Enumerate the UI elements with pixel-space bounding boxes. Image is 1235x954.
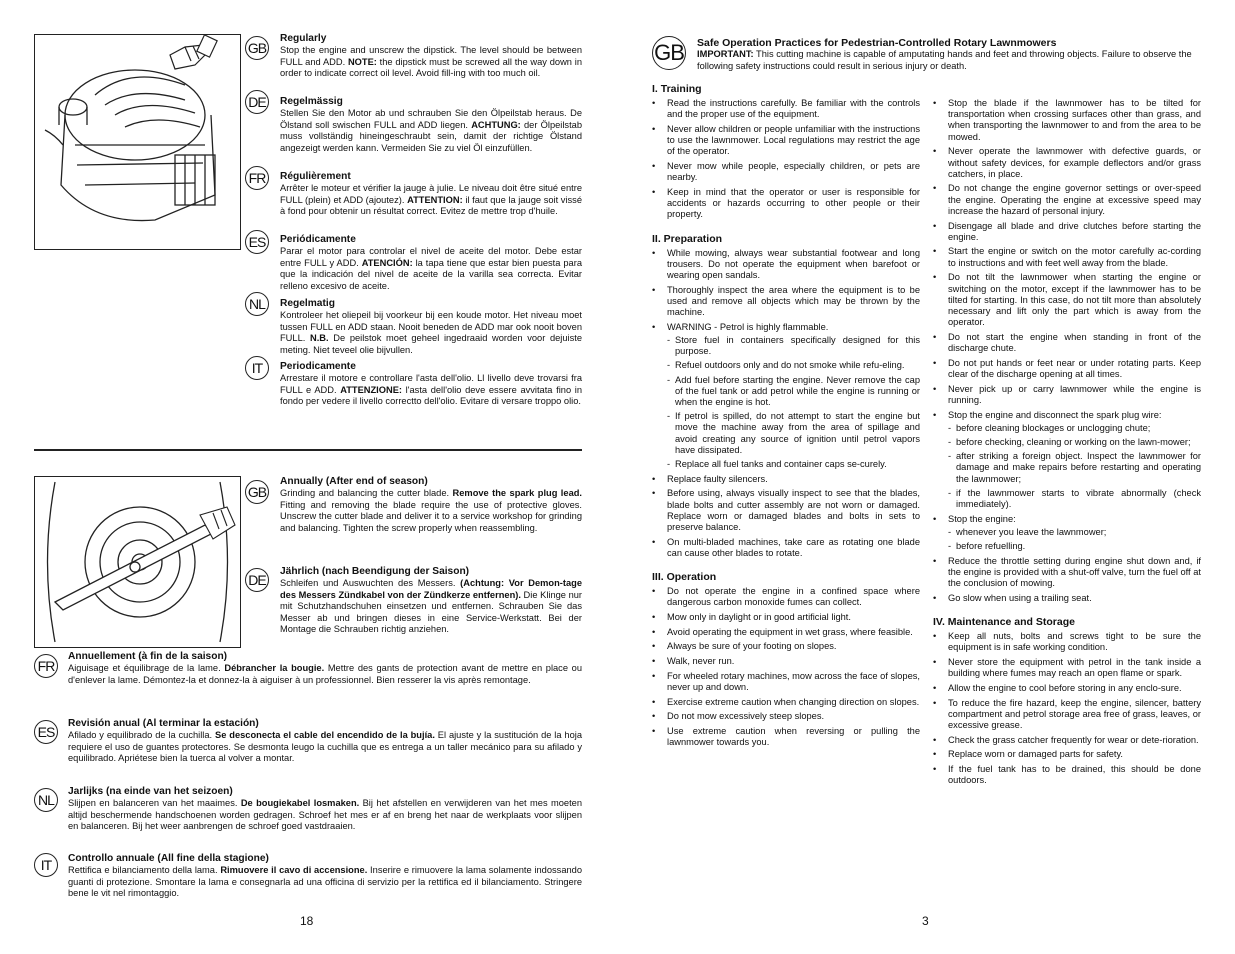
- sublist-item: - Replace all fuel tanks and container caps se-curely.: [667, 459, 920, 470]
- blade-drawing: [35, 477, 240, 647]
- section-body: Rettifica e bilanciamento della lama. Rimuovere il cavo di accensione. Inserire e rimuovere la lama solamente indossando guanti di protezione. Smontare la lama e consegnarla ad una officina di servizio per la rettifica ed il bilanciamento. Stringere bene le vit nel rimontaggio.: [68, 865, 582, 898]
- operation-list-continued: [933, 98, 1201, 604]
- sublist-item: - Add fuel before starting the engine. Never remove the cap of the fuel tank or add petrol while the engine is running or when the engine is hot.: [667, 375, 920, 409]
- list-item: • Avoid operating the equipment in wet grass, where feasible.: [652, 627, 920, 638]
- list-item: • Replace worn or damaged parts for safety.: [933, 749, 1201, 760]
- page-title: Safe Operation Practices for Pedestrian-Controlled Rotary Lawnmowers: [697, 37, 1057, 49]
- engine-drawing: [35, 35, 240, 249]
- section-title: Annually (After end of season): [280, 476, 428, 487]
- section-title: Revisión anual (Al terminar la estación): [68, 718, 259, 729]
- safety-header: [697, 37, 1197, 72]
- list-item: • Keep all nuts, bolts and screws tight to be sure the equipment is in safe working condition.: [933, 631, 1201, 653]
- annual-section-nl: [68, 786, 582, 833]
- section-title: Annuellement (à fin de la saison): [68, 651, 228, 662]
- list-item: • To reduce the fire hazard, keep the engine, silencer, battery compartment and petrol storage area free of grass, leaves, or excessive grease.: [933, 698, 1201, 732]
- annual-section-fr: [68, 651, 582, 686]
- page-number: 18: [300, 914, 314, 928]
- list-item: • If the fuel tank has to be drained, this should be done outdoors.: [933, 764, 1201, 786]
- list-item: • Do not start the engine when standing in front of the discharge chute.: [933, 332, 1201, 354]
- spark-plug-sublist: [948, 423, 1201, 510]
- sublist-item: - Refuel outdoors only and do not smoke while refu-eling.: [667, 360, 920, 371]
- list-item: • Never pick up or carry lawnmower while the engine is running.: [933, 384, 1201, 406]
- safety-column-2: [933, 98, 1201, 790]
- oil-section-fr: [280, 171, 582, 218]
- list-item: • While mowing, always wear substantial footwear and long trousers. Do not operate the equipment when barefoot or wearing open sandals.: [652, 248, 920, 282]
- flag-gb: GB: [652, 36, 686, 70]
- sublist-item: - if the lawnmower starts to vibrate abnormally (check immediately).: [948, 488, 1201, 510]
- list-item: • Thoroughly inspect the area where the equipment is to be used and remove all objects which may be thrown by the machine.: [652, 285, 920, 319]
- list-item: • On multi-bladed machines, take care as rotating one blade can cause other blades to rotate.: [652, 537, 920, 559]
- list-item: • Never operate the lawnmower with defective guards, or without safety devices, for example deflectors and/or grass catchers, in place.: [933, 146, 1201, 180]
- flag-de: DE: [245, 568, 269, 592]
- list-item: • Keep in mind that the operator or user is responsible for accidents or hazards occurring to other people or their property.: [652, 187, 920, 221]
- operation-heading: III. Operation: [652, 571, 717, 584]
- flag-fr: FR: [34, 654, 58, 678]
- sublist-item: - before refuelling.: [948, 541, 1201, 552]
- oil-section-it: [280, 361, 582, 408]
- training-list: [652, 98, 920, 221]
- flag-fr: FR: [245, 166, 269, 190]
- list-item: • Do not mow excessively steep slopes.: [652, 711, 920, 722]
- page-number: 3: [922, 914, 929, 928]
- annual-section-es: [68, 718, 582, 765]
- section-body: Afilado y equilibrado de la cuchilla. Se desconecta el cable del encendido de la bujía. El ajuste y la sustitución de la hoja requiere el uso de guantes protectores. Se desmonta leugo la cuchilla que es entrega a un taller mecánico para su afilado y equilibrado. Apriétese bien la tuerca al volver a montar.: [68, 730, 582, 763]
- list-item: • Do not put hands or feet near or under rotating parts. Keep clear of the discharge opening at all times.: [933, 358, 1201, 380]
- list-item: • Check the grass catcher frequently for wear or dete-rioration.: [933, 735, 1201, 746]
- flag-gb: GB: [245, 480, 269, 504]
- preparation-heading: II. Preparation: [652, 232, 723, 245]
- section-body: Slijpen en balanceren van het maaimes. De bougiekabel losmaken. Bij het afstellen en verwijderen van het mes moeten altijd beschermende handschoenen worden gedragen. Schroef het mes er af en breng het naar de werkplaats voor slijpen en balanceren. Bij het weer aanbrengen de schroef goed vastdraaien.: [68, 798, 583, 831]
- flag-it: IT: [34, 853, 58, 877]
- sublist-item: - Store fuel in containers specifically designed for this purpose.: [667, 335, 920, 357]
- training-heading: I. Training: [652, 83, 702, 95]
- list-item: • Use extreme caution when reversing or pulling the lawnmower towards you.: [652, 726, 920, 748]
- section-body: Schleifen und Auswuchten des Messers. (Achtung: Vor Demon-tage des Messers Zündkabel von der Zündkerze entfernen). Die Klinge nur mit Schutzhandschuhen einsetzen und entfernen. Schrauben Sie das Messer ab und bringen dieses in eine Service-Werkstatt. Bei der Montage die Schrauben richtig anziehen.: [280, 578, 583, 634]
- list-item: • Do not tilt the lawnmower when starting the engine or switching on the motor, except if the lawnmower has to be tilted for starting. In this case, do not tilt more than absolutely necessary and lift only the part which is away from the operator.: [933, 272, 1201, 328]
- list-item: • Do not operate the engine in a confined space where dangerous carbon monoxide fumes can collect.: [652, 586, 920, 608]
- list-item: • Replace faulty silencers.: [652, 474, 920, 485]
- section-title: Régulièrement: [280, 171, 351, 182]
- list-item: • For wheeled rotary machines, mow across the face of slopes, never up and down.: [652, 671, 920, 693]
- operation-list: [652, 586, 920, 748]
- list-item: • Do not change the engine governor settings or over-speed the engine. Operating the engine at excessive speed may increase the hazard of personal injury.: [933, 183, 1201, 217]
- blade-illustration: [34, 476, 241, 648]
- section-body: Stop the engine and unscrew the dipstick. The level should be between FULL and ADD. NOTE: the dipstick must be screwed all the way down in order to indicate correct oil level. Avoid fill-ing with too much oil.: [280, 45, 582, 78]
- list-item: • WARNING - Petrol is highly flammable. - Store fuel in containers specifically designed for this purpose. - Refuel outdoors only and do not smoke while refu-eling. - Add fuel before starting the engine. Never remove the cap of the fuel tank or add petrol while the engine is running or when the engine is hot. - If petrol is spilled, do not attempt to start the engine but move the machine away from the area of spillage and avoid creating any source of ignition until petrol vapors have dissipated. - Replace all fuel tanks and container caps se-curely.: [652, 322, 920, 470]
- section-title: Regularly: [280, 33, 327, 44]
- flag-nl: NL: [245, 292, 269, 316]
- section-body: Arrestare il motore e controllare l'asta dell'olio. Ll livello deve trovarsi fra FULL e ADD. ATTENZIONE: l'asta dell'olio deve essere avvitata fino in fondo per vedere il livello correctto dell'olio. Evitare di versare troppo olio.: [280, 373, 582, 406]
- section-body: Parar el motor para controlar el nivel de aceite del motor. Debe estar entre FULL y ADD. ATENCIÓN: la tapa tiene que estar bien puesta para que la indicación del nivel de aceite de la varilla sea correcta. Evitar relleno excesivo de aceite.: [280, 246, 582, 291]
- list-item: • Never store the equipment with petrol in the tank inside a building where fumes may reach an open flame or spark.: [933, 657, 1201, 679]
- flag-it: IT: [245, 356, 269, 380]
- sublist-item: - before checking, cleaning or working on the lawn-mower;: [948, 437, 1201, 448]
- oil-section-es: [280, 234, 582, 292]
- engine-illustration: [34, 34, 241, 250]
- list-item: • Start the engine or switch on the motor carefully ac-cording to instructions and with feet well away from the blade.: [933, 246, 1201, 268]
- section-body: Arrêter le moteur et vérifier la jauge à julie. Le niveau doit être situé entre FULL (plein) et ADD (ajoutez). ATTENTION: il faut que la jauge soit vissé à fond pour obtenir un résultat correct. Evitez de mettre trop d'huile.: [280, 183, 582, 216]
- list-item: • Exercise extreme caution when changing direction on slopes.: [652, 697, 920, 708]
- section-title: Regelmässig: [280, 96, 343, 107]
- annual-section-gb: [280, 476, 582, 534]
- oil-section-gb: [280, 33, 582, 80]
- section-body: Kontroleer het oliepeil bij voorkeur bij een koude motor. Het niveau moet tussen FULL en ADD staan. Nooit beneden de ADD mar ook nooit boven FULL. N.B. De peilstok moet geheel ingedraaid worden voor dejuiste meting. Niet teveel olie bijvullen.: [280, 310, 583, 355]
- preparation-list: [652, 248, 920, 560]
- list-item: • Never allow children or people unfamiliar with the instructions to use the lawnmower. Local regulations may restrict the age of the operator.: [652, 124, 920, 158]
- flag-nl: NL: [34, 788, 58, 812]
- section-title: Periódicamente: [280, 234, 356, 245]
- section-divider: [34, 449, 582, 451]
- oil-section-de: [280, 96, 582, 154]
- sublist-item: - before cleaning blockages or unclogging chute;: [948, 423, 1201, 434]
- list-item: • Read the instructions carefully. Be familiar with the controls and the proper use of the equipment.: [652, 98, 920, 120]
- oil-section-nl: [280, 298, 582, 356]
- maintenance-list: [933, 631, 1201, 786]
- sublist-item: - whenever you leave the lawnmower;: [948, 527, 1201, 538]
- list-item: • Go slow when using a trailing seat.: [933, 593, 1201, 604]
- flag-es: ES: [245, 230, 269, 254]
- list-item: • Mow only in daylight or in good artificial light.: [652, 612, 920, 623]
- section-body: Stellen Sie den Motor ab und schrauben Sie den Ölpeilstab heraus. De Ölstand soll swischen FULL and ADD liegen. ACHTUNG: der Ölpeilstab muss vollständig hineingeschraubt sein, damit der richtige Ölstand angezeigt werden kann. Vermeiden Sie zu viel Öl einzufüllen.: [280, 108, 583, 153]
- sublist-item: - after striking a foreign object. Inspect the lawnmower for damage and make repairs before restarting and operating the lawnmower;: [948, 451, 1201, 485]
- section-title: Controllo annuale (All fine della stagione): [68, 853, 269, 864]
- warning-sublist: [667, 335, 920, 470]
- list-item: • Reduce the throttle setting during engine shut down and, if the engine is provided with a shut-off valve, turn the fuel off at the conclusion of mowing.: [933, 556, 1201, 590]
- important-notice: IMPORTANT: This cutting machine is capable of amputating hands and feet and throwing objects. Failure to observe the following safety instructions could result in serious injury or death.: [697, 49, 1192, 71]
- list-item: • Stop the engine: - whenever you leave the lawnmower; - before refuelling.: [933, 514, 1201, 553]
- section-body: Grinding and balancing the cutter blade. Remove the spark plug lead. Fitting and removing the blade require the use of protective gloves. Unscrew the cutter blade and deliver it to a service workshop for grinding and balancing. Tighten the screw properly when reassembling.: [280, 488, 582, 533]
- list-item: • Stop the blade if the lawnmower has to be tilted for transportation when crossing surfaces other than grass, and when transporting the lawnmower to and from the area to be mowed.: [933, 98, 1201, 143]
- section-title: Jarlijks (na einde van het seizoen): [68, 786, 233, 797]
- list-item: • Walk, never run.: [652, 656, 920, 667]
- flag-de: DE: [245, 90, 269, 114]
- list-item: • Always be sure of your footing on slopes.: [652, 641, 920, 652]
- flag-es: ES: [34, 720, 58, 744]
- annual-section-it: [68, 853, 582, 900]
- flag-gb: GB: [245, 36, 269, 60]
- maintenance-heading: IV. Maintenance and Storage: [933, 616, 1075, 629]
- annual-section-de: [280, 566, 582, 636]
- list-item: • Stop the engine and disconnect the spark plug wire: - before cleaning blockages or unclogging chute; - before checking, cleaning or working on the lawn-mower; - after striking a foreign object. Inspect the lawnmower for damage and make repairs before restarting and operating the lawnmower; - if the lawnmower starts to vibrate abnormally (check immediately).: [933, 410, 1201, 511]
- section-title: Jährlich (nach Beendigung der Saison): [280, 566, 470, 577]
- stop-engine-sublist: [948, 527, 1201, 552]
- section-title: Periodicamente: [280, 361, 356, 372]
- list-item: • Before using, always visually inspect to see that the blades, blade bolts and cutter assembly are not worn or damaged. Replace worn or damaged blades and bolts in sets to preserve balance.: [652, 488, 920, 533]
- list-item: • Disengage all blade and drive clutches before starting the engine.: [933, 221, 1201, 243]
- section-body: Aiguisage et équilibrage de la lame. Débrancher la bougie. Mettre des gants de protection avant de mettre en place ou d'enlever la lame. Démontez-la et donnez-la à aiguiser à un professionnel. Bien resserer la vis après remontage.: [68, 663, 583, 685]
- list-item: • Never mow while people, especially children, or pets are nearby.: [652, 161, 920, 183]
- list-item: • Allow the engine to cool before storing in any enclo-sure.: [933, 683, 1201, 694]
- safety-column-1: [652, 83, 920, 752]
- sublist-item: - If petrol is spilled, do not attempt to start the engine but move the machine away from the area of spillage and avoid creating any source of ignition until petrol vapors have dissipated.: [667, 411, 920, 456]
- section-title: Regelmatig: [280, 298, 335, 309]
